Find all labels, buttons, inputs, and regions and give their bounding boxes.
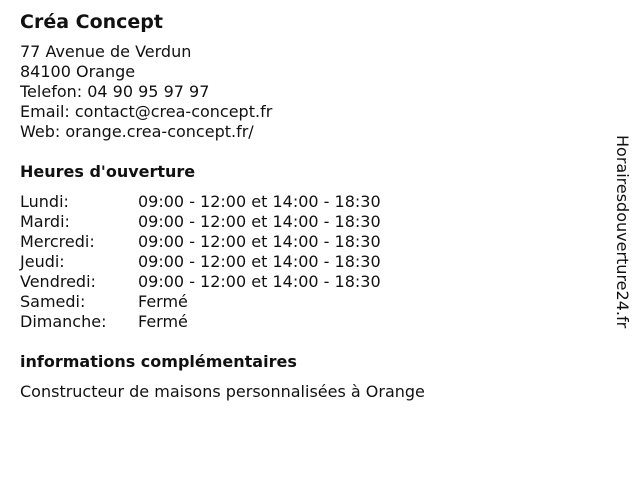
day-label: Vendredi: <box>20 272 96 291</box>
address-line-1: 77 Avenue de Verdun <box>20 42 192 61</box>
hours-row-tuesday <box>20 212 600 232</box>
email-line: Email: contact@crea-concept.fr <box>20 102 273 121</box>
day-hours: 09:00 - 12:00 et 14:00 - 18:30 <box>138 252 381 271</box>
day-label: Dimanche: <box>20 312 107 331</box>
web-line: Web: orange.crea-concept.fr/ <box>20 122 254 141</box>
address-line-2: 84100 Orange <box>20 62 136 81</box>
phone-line: Telefon: 04 90 95 97 97 <box>20 82 210 101</box>
hours-row-thursday <box>20 252 600 272</box>
day-hours: Fermé <box>138 312 188 331</box>
day-hours: 09:00 - 12:00 et 14:00 - 18:30 <box>138 212 381 231</box>
day-label: Mardi: <box>20 212 70 231</box>
info-title: informations complémentaires <box>20 352 297 371</box>
business-card <box>20 8 600 402</box>
day-label: Lundi: <box>20 192 69 211</box>
hours-row-wednesday <box>20 232 600 252</box>
hours-row-monday <box>20 192 600 212</box>
info-description: Constructeur de maisons personnalisées à Orange <box>20 382 425 401</box>
business-name: Créa Concept <box>20 11 163 33</box>
day-label: Samedi: <box>20 292 86 311</box>
hours-list <box>20 192 600 332</box>
day-hours: Fermé <box>138 292 188 311</box>
day-label: Mercredi: <box>20 232 95 251</box>
day-hours: 09:00 - 12:00 et 14:00 - 18:30 <box>138 192 381 211</box>
day-hours: 09:00 - 12:00 et 14:00 - 18:30 <box>138 272 381 291</box>
hours-row-saturday <box>20 292 600 312</box>
hours-row-friday <box>20 272 600 292</box>
day-hours: 09:00 - 12:00 et 14:00 - 18:30 <box>138 232 381 251</box>
day-label: Jeudi: <box>20 252 65 271</box>
watermark-text: Horairesdouverture24.fr <box>613 135 632 329</box>
hours-title: Heures d'ouverture <box>20 162 196 181</box>
hours-row-sunday <box>20 312 600 332</box>
